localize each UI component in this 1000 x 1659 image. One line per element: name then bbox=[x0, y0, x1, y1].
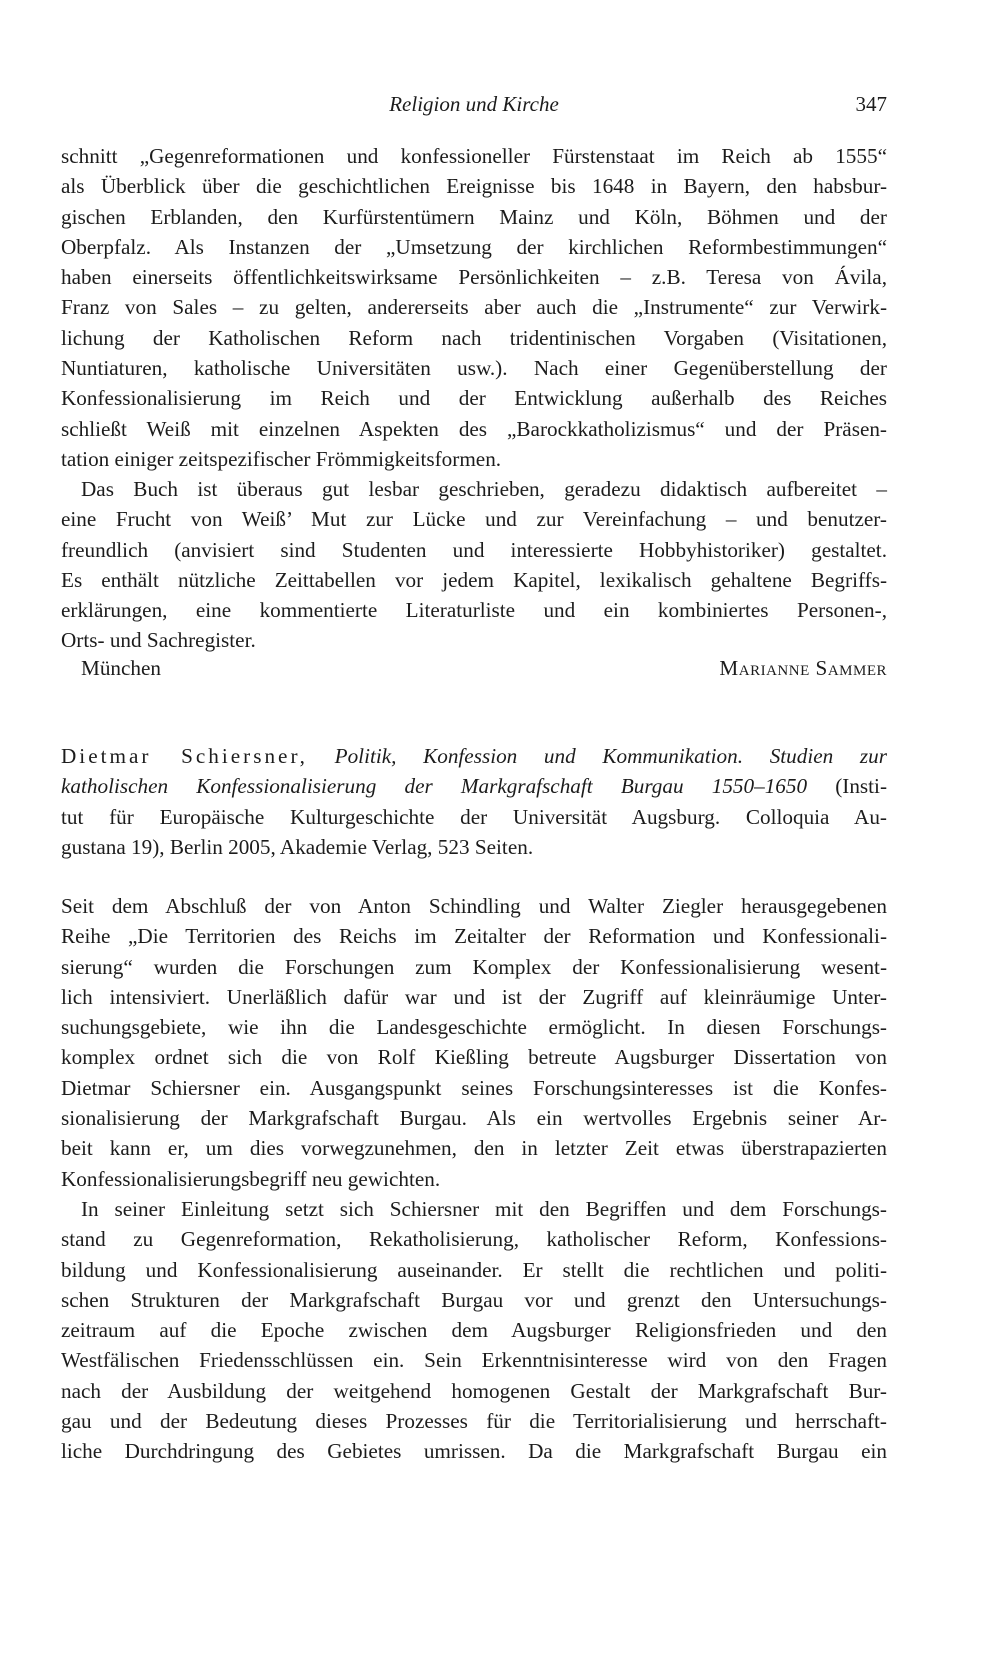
text-line: Reihe „Die Territorien des Reichs im Zeitalter der Reformation und Konfessionali- bbox=[61, 924, 887, 949]
citation-title-part-1: Politik, Konfession und Kommunikation. Studien zur bbox=[334, 744, 887, 768]
text-line: lich intensiviert. Unerläßlich dafür war und ist der Zugriff auf kleinräumige Unter- bbox=[61, 984, 887, 1009]
text-line: schnitt „Gegenreformationen und konfessioneller Fürstenstaat im Reich ab 1555“ bbox=[61, 144, 887, 168]
book-citation bbox=[61, 741, 887, 862]
review-signature bbox=[61, 653, 887, 683]
citation-line-2 bbox=[61, 771, 887, 801]
text-line: Franz von Sales – zu gelten, andererseits aber auch die „Instrumente“ zur Verwirk- bbox=[61, 295, 887, 320]
text-line: liche Durchdringung des Gebietes umrissen. Da die Markgrafschaft Burgau ein bbox=[61, 1439, 887, 1464]
text-line: gischen Erblanden, den Kurfürstentümern Mainz und Köln, Böhmen und der bbox=[61, 204, 887, 229]
review2-paragraph-2 bbox=[61, 1194, 887, 1467]
text-line: komplex ordnet sich die von Rolf Kießling betreute Augsburger Dissertation von bbox=[61, 1045, 887, 1070]
text-line: tation einiger zeitspezifischer Frömmigkeitsformen. bbox=[61, 446, 502, 471]
text-line: Nuntiaturen, katholische Universitäten usw.). Nach einer Gegenüberstellung der bbox=[61, 356, 887, 381]
citation-author: Dietmar Schiersner, bbox=[61, 744, 308, 768]
running-head: Religion und Kirche bbox=[389, 92, 559, 116]
text-line: sierung“ wurden die Forschungen zum Komplex der Konfessionalisierung wesent- bbox=[61, 954, 887, 979]
text-line: suchungsgebiete, wie ihn die Landesgeschichte ermöglicht. In diesen Forschungs- bbox=[61, 1015, 887, 1040]
text-line: Konfessionalisierungsbegriff neu gewichten. bbox=[61, 1166, 441, 1191]
text-line: eine Frucht von Weiß’ Mut zur Lücke und zur Vereinfachung – und benutzer- bbox=[61, 507, 887, 532]
text-line: Westfälischen Friedensschlüssen ein. Sein Erkenntnisinteresse wird von den Fragen bbox=[61, 1348, 887, 1373]
text-line: Es enthält nützliche Zeittabellen vor jedem Kapitel, lexikalisch gehaltene Begriffs- bbox=[61, 567, 887, 592]
text-line: Das Buch ist überaus gut lesbar geschrieben, geradezu didaktisch aufbereitet – bbox=[81, 477, 887, 501]
text-line: erklärungen, eine kommentierte Literaturliste und ein kombiniertes Personen-, bbox=[61, 598, 887, 623]
text-line: bildung und Konfessionalisierung auseinander. Er stellt die rechtlichen und politi- bbox=[61, 1257, 887, 1282]
review1-paragraph-2 bbox=[61, 474, 887, 656]
citation-line-3: tut für Europäische Kulturgeschichte der Universität Augsburg. Colloquia Au- bbox=[61, 804, 887, 829]
text-line: gau und der Bedeutung dieses Prozesses für die Territorialisierung und herrschaft- bbox=[61, 1409, 887, 1434]
page-number: 347 bbox=[855, 92, 887, 116]
text-line: sionalisierung der Markgrafschaft Burgau. Als ein wertvolles Ergebnis seiner Ar- bbox=[61, 1106, 887, 1131]
text-line: schließt Weiß mit einzelnen Aspekten des „Barockkatholizismus“ und der Präsen- bbox=[61, 416, 887, 441]
text-line: als Überblick über die geschichtlichen Ereignisse bis 1648 in Bayern, den habsbur- bbox=[61, 174, 887, 199]
text-line: haben einerseits öffentlichkeitswirksame Persönlichkeiten – z.B. Teresa von Ávila, bbox=[61, 265, 887, 290]
citation-line-4: gustana 19), Berlin 2005, Akademie Verlag, 523 Seiten. bbox=[61, 834, 534, 859]
text-line: Dietmar Schiersner ein. Ausgangspunkt seines Forschungsinteresses ist die Konfes- bbox=[61, 1075, 887, 1100]
text-line: beit kann er, um dies vorwegzunehmen, den in letzter Zeit etwas überstrapazierten bbox=[61, 1136, 887, 1161]
review1-paragraph-1 bbox=[61, 141, 887, 474]
reviewer-name: Marianne Sammer bbox=[719, 656, 887, 680]
text-line: Konfessionalisierung im Reich und der Entwicklung außerhalb des Reiches bbox=[61, 386, 887, 411]
text-line: schen Strukturen der Markgrafschaft Burgau vor und grenzt den Untersuchungs- bbox=[61, 1287, 887, 1312]
citation-series-part-1: (Insti- bbox=[835, 774, 887, 799]
text-line: nach der Ausbildung der weitgehend homogenen Gestalt der Markgrafschaft Bur- bbox=[61, 1378, 887, 1403]
text-line: freundlich (anvisiert sind Studenten und interessierte Hobbyhistoriker) gestaltet. bbox=[61, 537, 887, 562]
text-line: zeitraum auf die Epoche zwischen dem Augsburger Religionsfrieden und den bbox=[61, 1318, 887, 1343]
review2-paragraph-1 bbox=[61, 891, 887, 1194]
text-line: Orts- und Sachregister. bbox=[61, 628, 256, 653]
text-line: Oberpfalz. Als Instanzen der „Umsetzung der kirchlichen Reformbestimmungen“ bbox=[61, 234, 887, 259]
page-header bbox=[61, 86, 887, 122]
citation-title-part-2: katholischen Konfessionalisierung der Markgrafschaft Burgau 1550–1650 bbox=[61, 774, 808, 799]
text-line: Seit dem Abschluß der von Anton Schindling und Walter Ziegler herausgegebenen bbox=[61, 894, 887, 918]
text-line: stand zu Gegenreformation, Rekatholisierung, katholischer Reform, Konfessions- bbox=[61, 1227, 887, 1252]
text-line: In seiner Einleitung setzt sich Schiersner mit den Begriffen und dem Forschungs- bbox=[81, 1197, 887, 1221]
citation-line-1 bbox=[61, 741, 887, 771]
signature-place: München bbox=[81, 656, 162, 680]
text-line: lichung der Katholischen Reform nach tridentinischen Vorgaben (Visitationen, bbox=[61, 325, 887, 350]
